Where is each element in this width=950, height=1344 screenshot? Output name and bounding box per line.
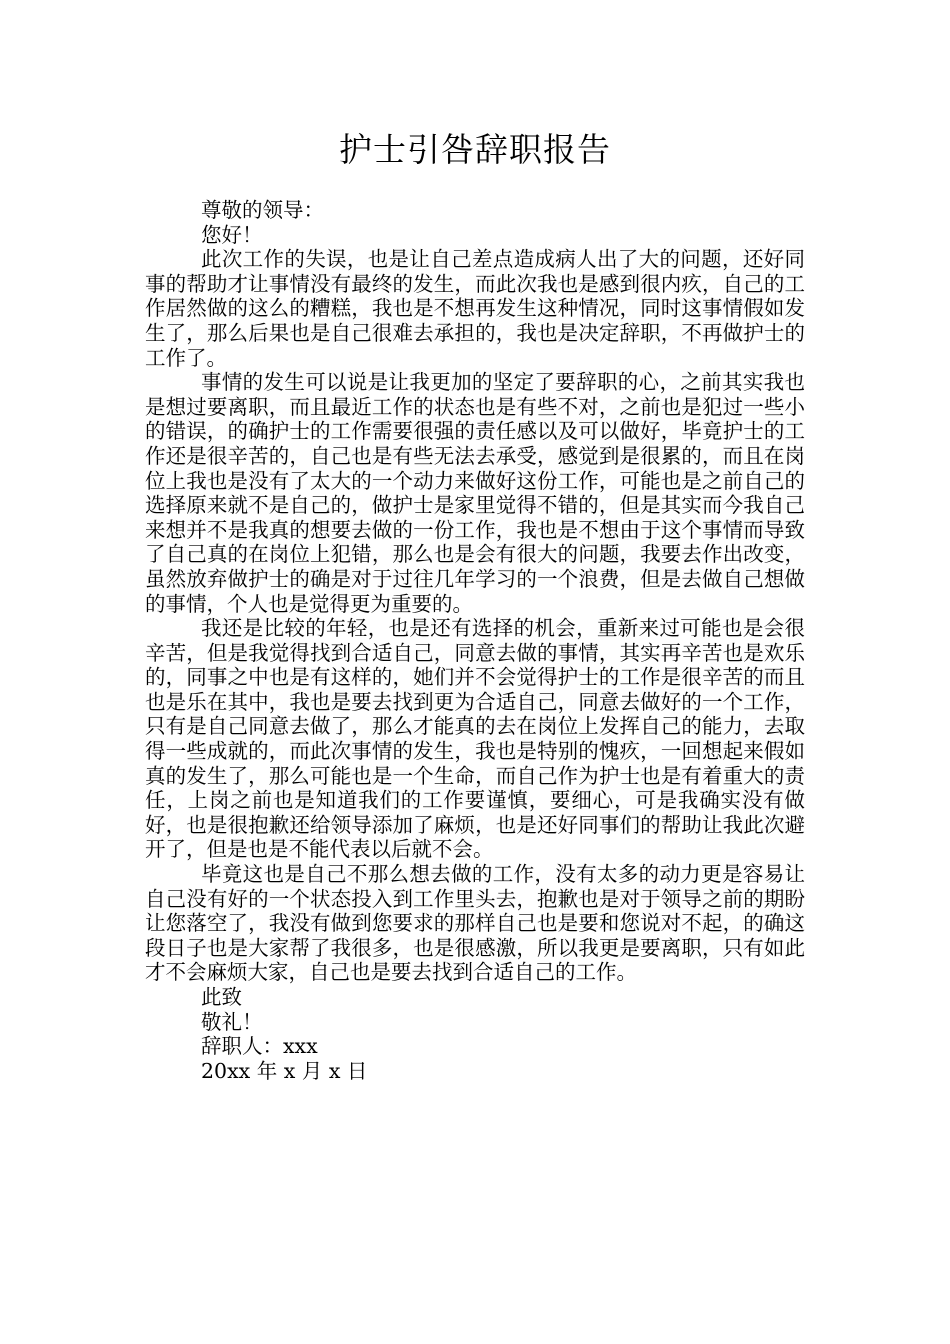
paragraph: 毕竟这也是自己不那么想去做的工作，没有太多的动力更是容易让自己没有好的一个状态投入到工作里头去，抱歉也是对于领导之前的期盼让您落空了，我没有做到您要求的那样自己也是要和您说对不起，的确这段日子也是大家帮了我很多，也是很感激，所以我更是要离职，只有如此才不会麻烦大家，自己也是要去找到合适自己的工作。 [145,862,805,985]
closing-line: 此致 [201,985,242,1009]
paragraph: 我还是比较的年轻，也是还有选择的机会，重新来过可能也是会很辛苦，但是我觉得找到合适自己，同意去做的事情，其实再辛苦也是欢乐的，同事之中也是有这样的，她们并不会觉得护士的工作是很辛苦的而且也是乐在其中，我也是要去找到更为合适自己，同意去做好的一个工作，只有是自己同意去做了，那么才能真的去在岗位上发挥自己的能力，去取得一些成就的，而此次事情的发生，我也是特别的愧疚，一回想起来假如真的发生了，那么可能也是一个生命，而自己作为护士也是有着重大的责任，上岗之前也是知道我们的工作要谨慎，要细心，可是我确实没有做好，也是很抱歉还给领导添加了麻烦，也是还好同事们的帮助让我此次避开了，但是也是不能代表以后就不会。 [145,616,805,862]
salutation: 尊敬的领导： [201,198,324,222]
date: 20xx 年 x 月 x 日 [201,1058,368,1083]
closing-salute: 敬礼！ [201,1009,263,1034]
paragraph: 此次工作的失误，也是让自己差点造成病人出了大的问题，还好同事的帮助才让事情没有最终的发生，而此次我也是感到很内疚，自己的工作居然做的这么的糟糕，我也是不想再发生这种情况，同时这事情假如发生了，那么后果也是自己很难去承担的，我也是决定辞职，不再做护士的工作了。 [145,247,805,370]
signature: 辞职人：xxx [201,1034,318,1059]
document-body [145,198,805,1083]
document-title: 护士引咎辞职报告 [339,130,611,169]
paragraph: 事情的发生可以说是让我更加的坚定了要辞职的心，之前其实我也是想过要离职，而且最近工作的状态也是有些不对，之前也是犯过一些小的错误，的确护士的工作需要很强的责任感以及可以做好，毕竟护士的工作还是很辛苦的，自己也是有些无法去承受，感觉到是很累的，而且在岗位上我也是没有了太大的一个动力来做好这份工作，可能也是之前自己的选择原来就不是自己的，做护士是家里觉得不错的，但是其实而今我自己来想并不是我真的想要去做的一份工作，我也是不想由于这个事情而导致了自己真的在岗位上犯错，那么也是会有很大的问题，我要去作出改变，虽然放弃做护士的确是对于过往几年学习的一个浪费，但是去做自己想做的事情，个人也是觉得更为重要的。 [145,370,805,616]
greeting: 您好！ [201,222,263,247]
